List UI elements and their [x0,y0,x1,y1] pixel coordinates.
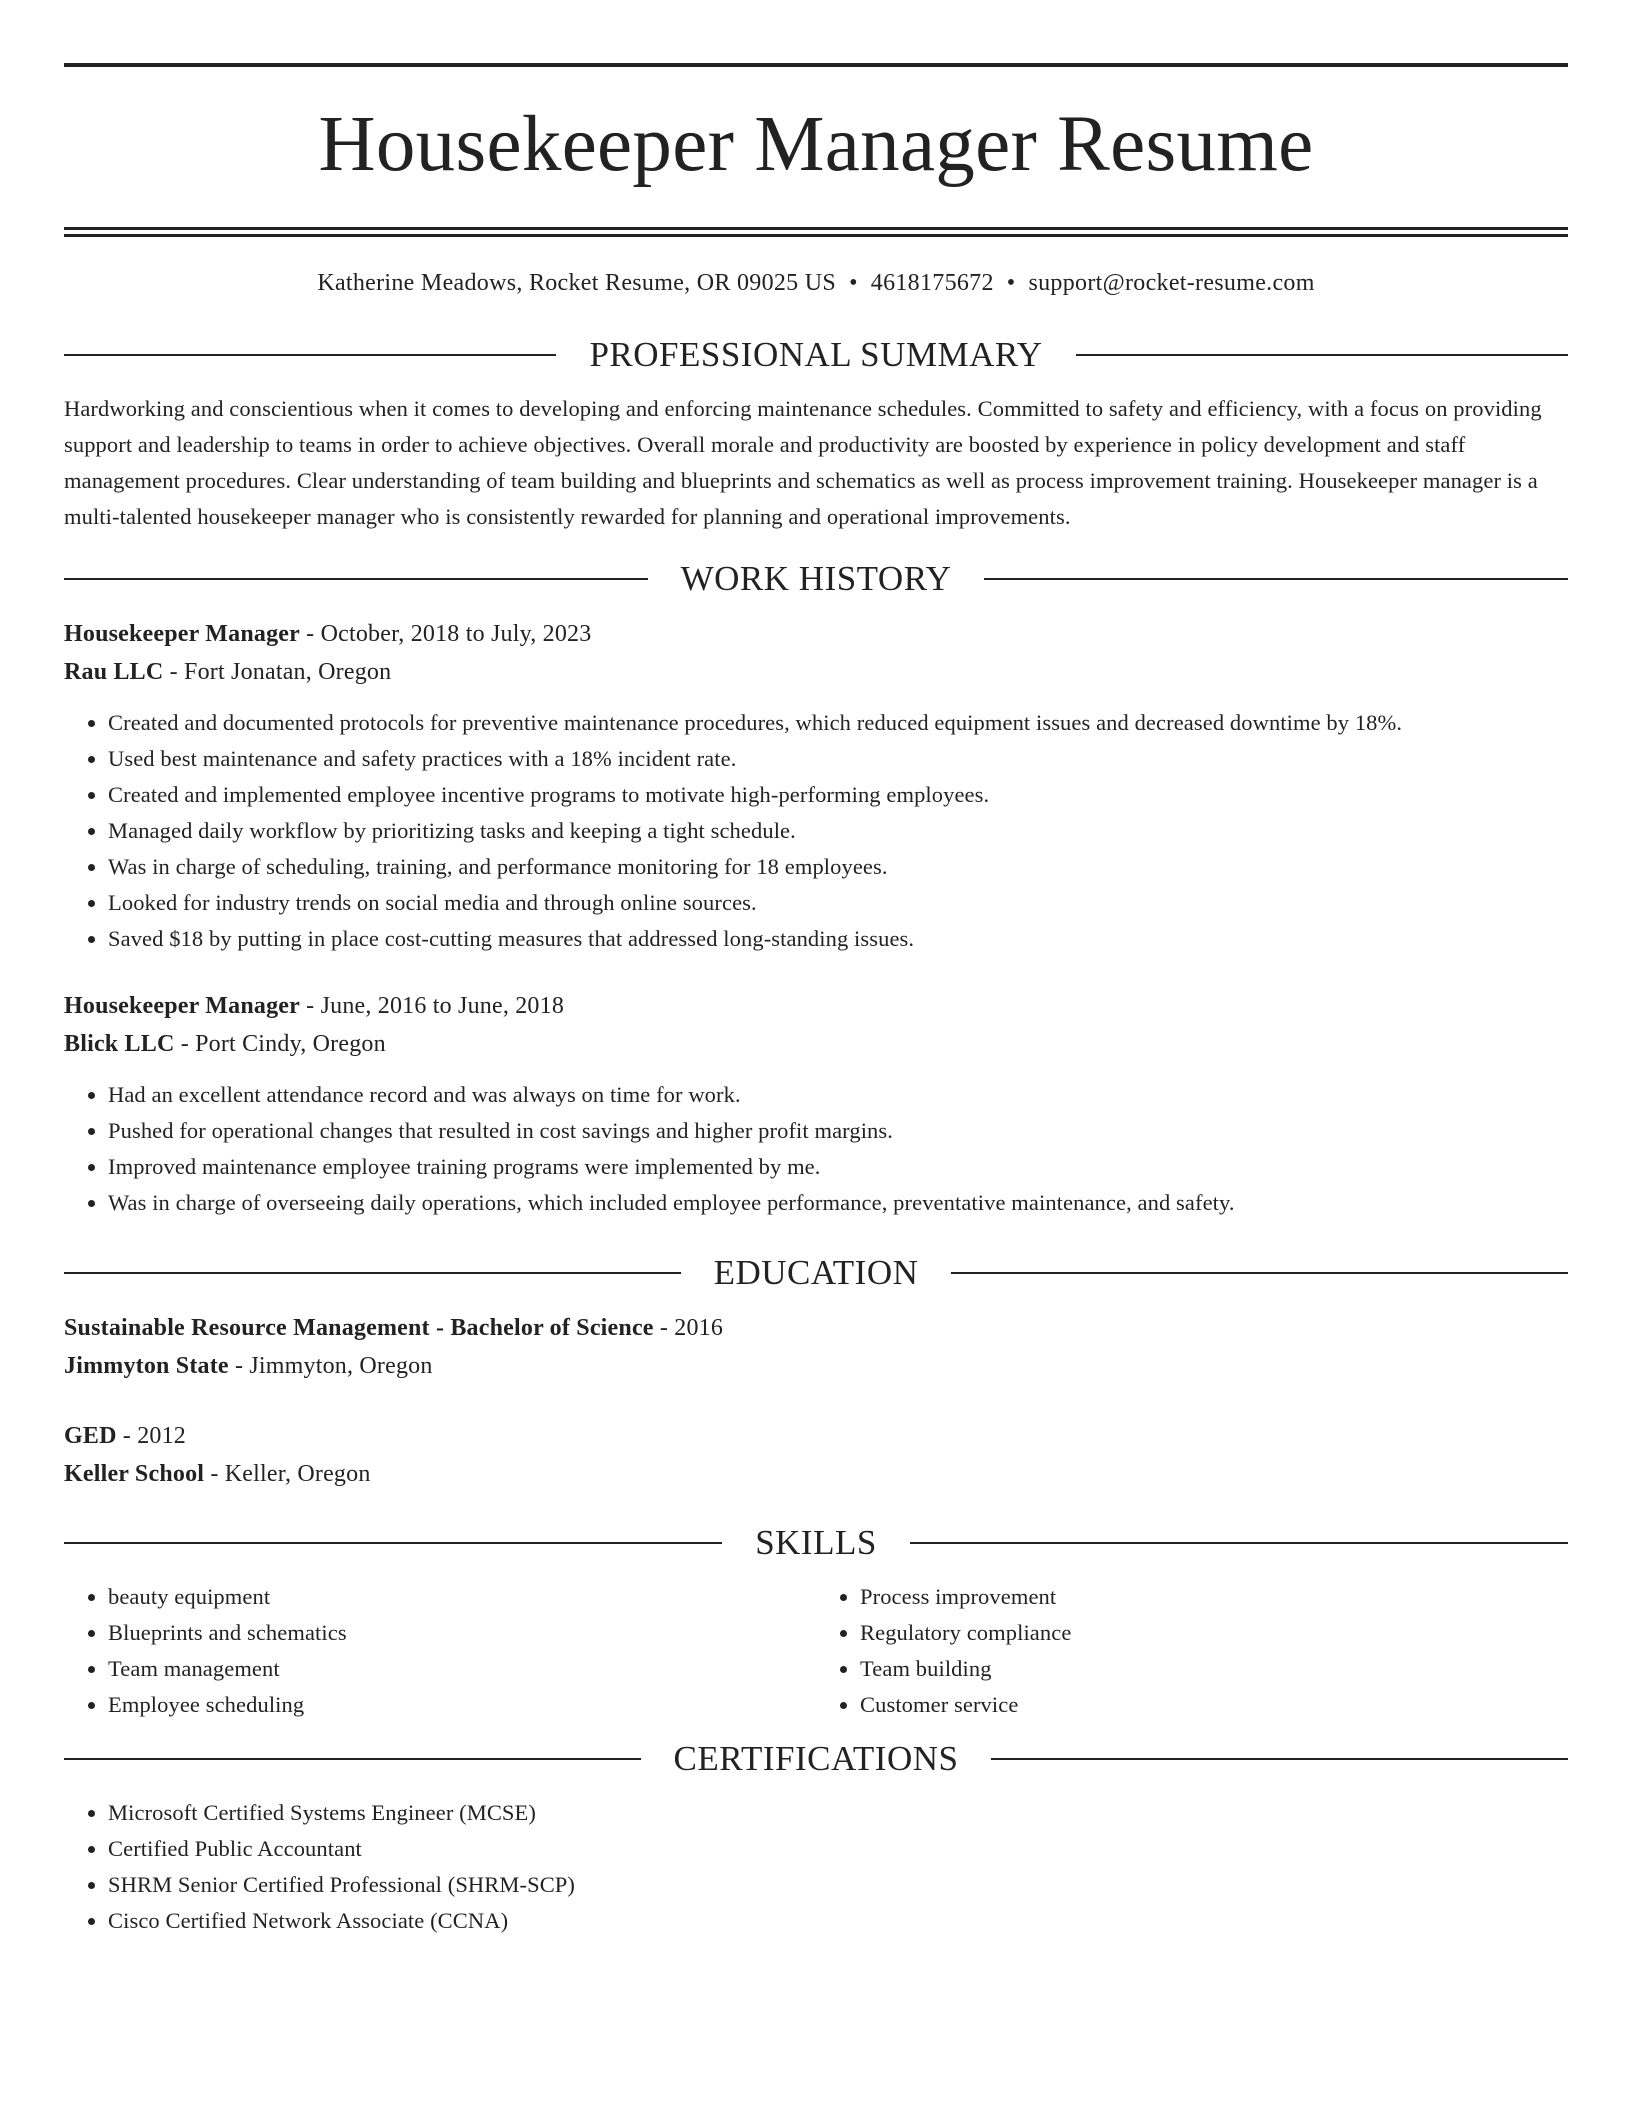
education-entry [64,1309,1568,1385]
section-heading-summary [64,333,1568,377]
school-location: - Keller, Oregon [204,1461,371,1487]
school-location: - Jimmyton, Oregon [228,1353,433,1379]
list-item: • Was in charge of scheduling, training, and performance monitoring for 18 employees. [108,849,1568,885]
list-item: • Employee scheduling [108,1687,816,1723]
job-title-line [64,615,1568,653]
section-heading-certifications [64,1737,1568,1781]
list-item: • Created and implemented employee incentive programs to motivate high-performing employees. [108,777,1568,813]
contact-line [64,267,1568,299]
job-company: Blick LLC [64,1031,175,1057]
job-dates: - October, 2018 to July, 2023 [299,621,592,647]
contact-email: support@rocket-resume.com [1028,270,1315,296]
job-title-line [64,987,1568,1025]
list-item: • Managed daily workflow by prioritizing tasks and keeping a tight schedule. [108,813,1568,849]
page-title: Housekeeper Manager Resume [318,101,1314,188]
job-bullets [64,1077,1568,1221]
list-item: • Certified Public Accountant [108,1831,1568,1867]
section-title: EDUCATION [713,1253,919,1292]
school-name: Jimmyton State [64,1353,229,1379]
section-heading-education [64,1251,1568,1295]
list-item: • Was in charge of overseeing daily operations, which included employee performance, preventative maintenance, and safety. [108,1185,1568,1221]
contact-phone: 4618175672 [870,270,994,296]
divider-line [64,1758,641,1760]
divider-line [64,1542,722,1544]
job-location: - Fort Jonatan, Oregon [163,659,392,685]
list-item: • Team management [108,1651,816,1687]
certifications-list [64,1795,1568,1939]
list-item: • beauty equipment [108,1579,816,1615]
list-item: • Microsoft Certified Systems Engineer (MCSE) [108,1795,1568,1831]
list-item: • Saved $18 by putting in place cost-cutting measures that addressed long-standing issues. [108,921,1568,957]
list-item: • Had an excellent attendance record and was always on time for work. [108,1077,1568,1113]
contact-separator: • [1006,270,1016,296]
skills-list-left [64,1579,816,1723]
job-company-line [64,1025,1568,1063]
section-heading-work-history [64,557,1568,601]
divider-line [1076,354,1568,356]
divider-line [910,1542,1568,1544]
skills-list-right [816,1579,1568,1723]
list-item: • SHRM Senior Certified Professional (SHRM-SCP) [108,1867,1568,1903]
job-entry [64,615,1568,957]
degree-line [64,1417,1568,1455]
list-item: • Pushed for operational changes that resulted in cost savings and higher profit margins. [108,1113,1568,1149]
job-title: Housekeeper Manager [64,621,300,647]
list-item: • Team building [860,1651,1568,1687]
contact-address: Katherine Meadows, Rocket Resume, OR 09025 US [317,270,837,296]
education-entry [64,1417,1568,1493]
title-double-rule [64,227,1568,237]
section-title: SKILLS [755,1523,877,1562]
list-item: • Used best maintenance and safety practices with a 18% incident rate. [108,741,1568,777]
job-entry [64,987,1568,1221]
divider-line [991,1758,1568,1760]
degree-name: Sustainable Resource Management - Bachelor of Science [64,1315,654,1341]
section-title: WORK HISTORY [680,559,952,598]
job-title: Housekeeper Manager [64,993,300,1019]
degree-line [64,1309,1568,1347]
list-item: • Blueprints and schematics [108,1615,816,1651]
divider-line [984,578,1568,580]
skills-grid [64,1579,1568,1723]
school-line [64,1347,1568,1385]
job-location: - Port Cindy, Oregon [174,1031,386,1057]
list-item: • Cisco Certified Network Associate (CCNA) [108,1903,1568,1939]
degree-year: - 2012 [116,1423,187,1449]
list-item: • Improved maintenance employee training programs were implemented by me. [108,1149,1568,1185]
degree-year: - 2016 [653,1315,724,1341]
divider-line [64,578,648,580]
job-company-line [64,653,1568,691]
job-company: Rau LLC [64,659,164,685]
school-name: Keller School [64,1461,205,1487]
list-item: • Process improvement [860,1579,1568,1615]
degree-name: GED [64,1423,117,1449]
contact-separator: • [849,270,858,296]
section-heading-skills [64,1521,1568,1565]
summary-text: Hardworking and conscientious when it comes to developing and enforcing maintenance schedules. Committed to safety and efficiency, with a focus on providing support and leadership to teams in order to achieve objectives. Overall morale and productivity are boosted by experience in policy development and staff management procedures. Clear understanding of team building and blueprints and schematics as well as process improvement training. Housekeeper manager is a multi-talented housekeeper manager who is consistently rewarded for planning and operational improvements. [64,396,1542,529]
top-rule [64,63,1568,67]
list-item: • Looked for industry trends on social media and through online sources. [108,885,1568,921]
section-title: PROFESSIONAL SUMMARY [589,335,1043,374]
list-item: • Customer service [860,1687,1568,1723]
divider-line [64,354,556,356]
divider-line [951,1272,1568,1274]
divider-line [64,1272,681,1274]
list-item: • Created and documented protocols for preventive maintenance procedures, which reduced equipment issues and decreased downtime by 18%. [108,705,1568,741]
job-dates: - June, 2016 to June, 2018 [299,993,565,1019]
section-title: CERTIFICATIONS [673,1739,959,1778]
list-item: • Regulatory compliance [860,1615,1568,1651]
school-line [64,1455,1568,1493]
job-bullets [64,705,1568,957]
